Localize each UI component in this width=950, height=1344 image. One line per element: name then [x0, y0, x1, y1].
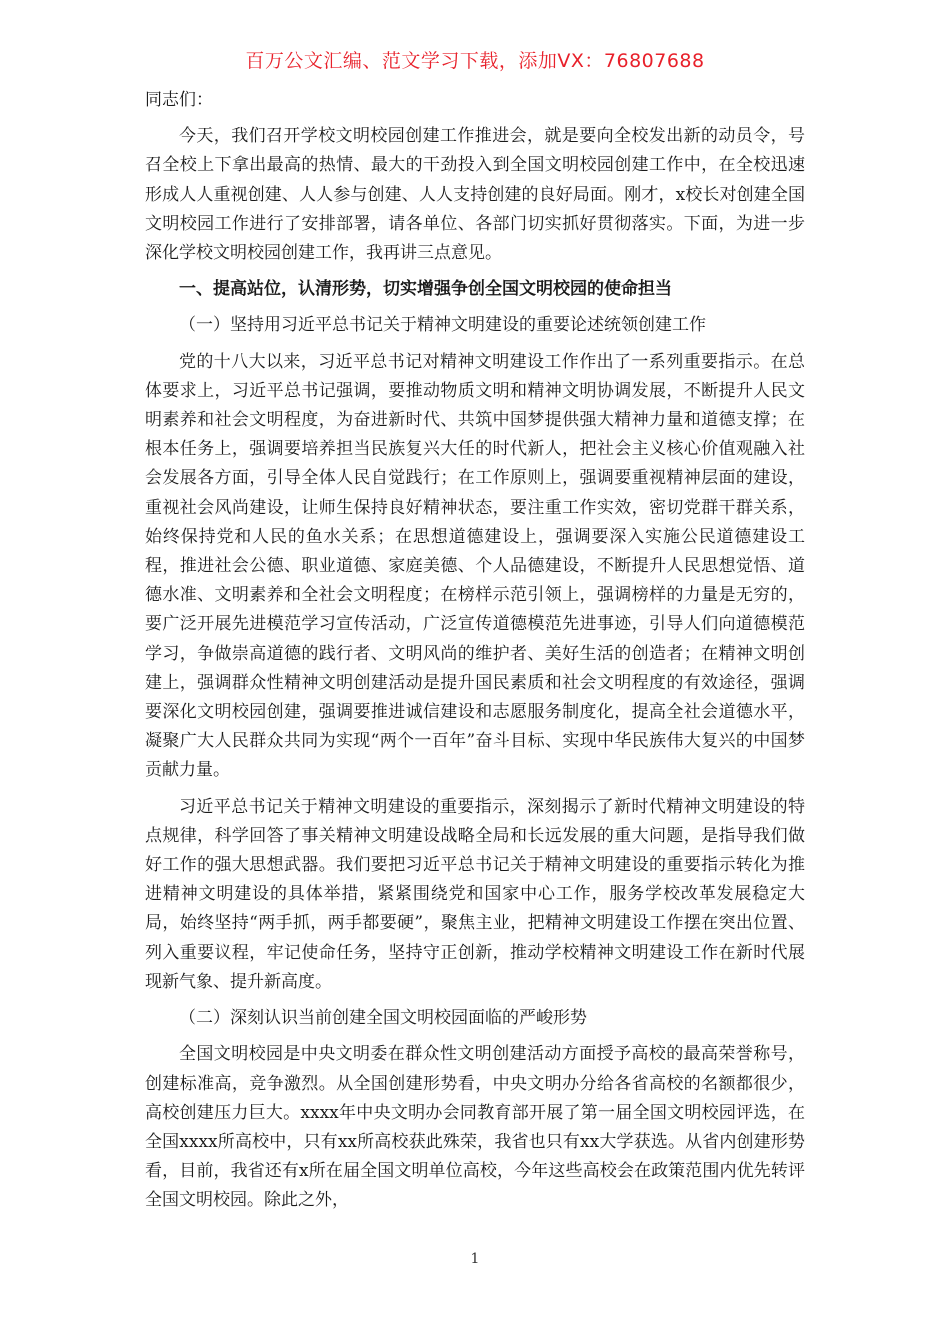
salutation: 同志们：: [145, 90, 213, 110]
subsection-2-paragraph-1: 全国文明校园是中央文明委在群众性文明创建活动方面授予高校的最高荣誉称号，创建标准高，竞争激烈。从全国创建形势看，中央文明办分给各省高校的名额都很少，高校创建压力巨大。xxxx年中央文明办会同教育部开展了第一届全国文明校园评选，在全国xxxx所高校中，只有xx所高校获此殊荣，我省也只有xx大学获选。从省内创建形势看，目前，我省还有x所在届全国文明单位高校，今年这些高校会在政策范围内优先转评全国文明校园。除此之外，: [145, 1044, 805, 1211]
page-number: 1: [470, 1251, 480, 1267]
document-body: [145, 86, 805, 1223]
intro-paragraph: 今天，我们召开学校文明校园创建工作推进会，就是要向全校发出新的动员令，号召全校上下拿出最高的热情、最大的干劲投入到全国文明校园创建工作中，在全校迅速形成人人重视创建、人人参与创建、人人支持创建的良好局面。刚才，x校长对创建全国文明校园工作进行了安排部署，请各单位、各部门切实抓好贯彻落实。下面，为进一步深化学校文明校园创建工作，我再讲三点意见。: [145, 126, 805, 264]
subsection-1-paragraph-2: 习近平总书记关于精神文明建设的重要指示，深刻揭示了新时代精神文明建设的特点规律，科学回答了事关精神文明建设战略全局和长远发展的重大问题，是指导我们做好工作的强大思想武器。我们要把习近平总书记关于精神文明建设的重要指示转化为推进精神文明建设的具体举措，紧紧围绕党和国家中心工作，服务学校改革发展稳定大局，始终坚持“两手抓，两手都要硬”，聚焦主业，把精神文明建设工作摆在突出位置、列入重要议程，牢记使命任务，坚持守正创新，推动学校精神文明建设工作在新时代展现新气象、提升新高度。: [145, 796, 805, 992]
subsection-1-paragraph-1: 党的十八大以来，习近平总书记对精神文明建设工作作出了一系列重要指示。在总体要求上，习近平总书记强调，要推动物质文明和精神文明协调发展，不断提升人民文明素养和社会文明程度，为奋进新时代、共筑中国梦提供强大精神力量和道德支撑；在根本任务上，强调要培养担当民族复兴大任的时代新人，把社会主义核心价值观融入社会发展各方面，引导全体人民自觉践行；在工作原则上，强调要重视精神层面的建设，重视社会风尚建设，让师生保持良好精神状态，要注重工作实效，密切党群干群关系，始终保持党和人民的鱼水关系；在思想道德建设上，强调要深入实施公民道德建设工程，推进社会公德、职业道德、家庭美德、个人品德建设，不断提升人民思想觉悟、道德水准、文明素养和全社会文明程度；在榜样示范引领上，强调榜样的力量是无穷的，要广泛开展先进模范学习宣传活动，广泛宣传道德模范先进事迹，引导人们向道德模范学习，争做崇高道德的践行者、文明风尚的维护者、美好生活的创造者；在精神文明创建上，强调群众性精神文明创建活动是提升国民素质和社会文明程度的有效途径，强调要深化文明校园创建，强调要推进诚信建设和志愿服务制度化，提高全社会道德水平，凝聚广大人民群众共同为实现“两个一百年”奋斗目标、实现中华民族伟大复兴的中国梦贡献力量。: [145, 351, 805, 781]
subsection-1-heading: （一）坚持用习近平总书记关于精神文明建设的重要论述统领创建工作: [179, 315, 706, 336]
header-banner: 百万公文汇编、范文学习下载，添加VX：76807688: [245, 50, 705, 72]
subsection-2-heading: （二）深刻认识当前创建全国文明校园面临的严峻形势: [179, 1008, 587, 1029]
section-1-heading: 一、提高站位，认清形势，切实增强争创全国文明校园的使命担当: [179, 279, 672, 300]
